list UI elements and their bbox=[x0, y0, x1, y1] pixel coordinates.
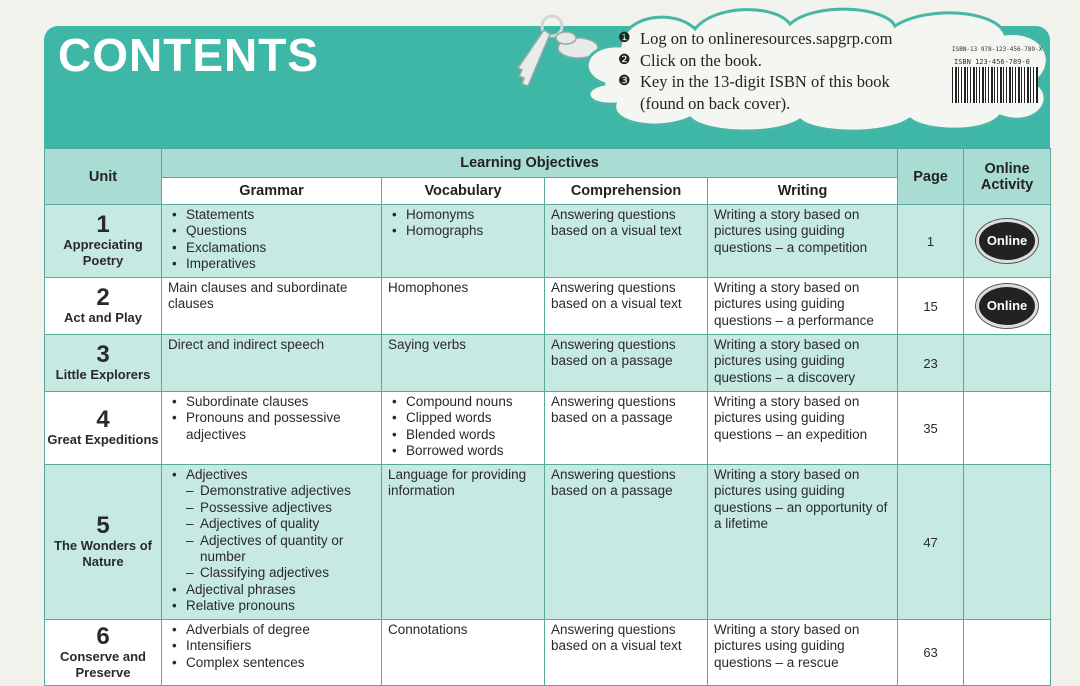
writing-cell: Writing a story based on pictures using guiding questions – a performance bbox=[708, 278, 898, 335]
comprehension-cell: Answering questions based on a passage bbox=[545, 465, 708, 620]
vocabulary-cell: Homophones bbox=[382, 278, 545, 335]
list-item: – Adjectives of quantity or number bbox=[180, 533, 375, 566]
page-number: 15 bbox=[898, 278, 964, 335]
comprehension-cell: Answering questions based on a visual text bbox=[545, 620, 708, 686]
grammar-cell bbox=[162, 620, 382, 686]
comprehension-cell: Answering questions based on a passage bbox=[545, 392, 708, 465]
list-item: • Clipped words bbox=[400, 410, 538, 426]
col-header-unit: Unit bbox=[45, 149, 162, 205]
instruction-steps bbox=[618, 28, 928, 114]
list-item: • Intensifiers bbox=[180, 638, 375, 654]
grammar-cell bbox=[162, 465, 382, 620]
step-3-text: Key in the 13-digit ISBN of this book (found on back cover). bbox=[640, 72, 890, 113]
unit-cell bbox=[45, 205, 162, 278]
unit-name: Act and Play bbox=[63, 310, 143, 325]
list-item: • Exclamations bbox=[180, 240, 375, 256]
unit-name: Little Explorers bbox=[55, 367, 151, 382]
list-item: • Relative pronouns bbox=[180, 598, 375, 614]
unit-number: 3 bbox=[96, 341, 110, 368]
unit-cell bbox=[45, 278, 162, 335]
unit-cell bbox=[45, 335, 162, 392]
col-header-comprehension: Comprehension bbox=[545, 178, 708, 205]
unit-cell bbox=[45, 392, 162, 465]
list-item: • Subordinate clauses bbox=[180, 394, 375, 410]
step-3 bbox=[618, 71, 928, 114]
list-item: • Questions bbox=[180, 223, 375, 239]
unit-number: 5 bbox=[96, 512, 110, 539]
list-item: – Possessive adjectives bbox=[180, 500, 375, 516]
list-item: • Imperatives bbox=[180, 256, 375, 272]
list-item: • Adverbials of degree bbox=[180, 622, 375, 638]
step-1-number: ❶ bbox=[618, 31, 631, 46]
writing-cell: Writing a story based on pictures using guiding questions – a competition bbox=[708, 205, 898, 278]
vocabulary-cell bbox=[382, 205, 545, 278]
page-number: 1 bbox=[898, 205, 964, 278]
list-item: • Borrowed words bbox=[400, 443, 538, 459]
table-row bbox=[45, 335, 1051, 392]
list-item: • Homographs bbox=[400, 223, 538, 239]
page-number: 63 bbox=[898, 620, 964, 686]
list-item: • Statements bbox=[180, 207, 375, 223]
contents-table bbox=[44, 148, 1051, 686]
col-header-online-activity: Online Activity bbox=[964, 149, 1051, 205]
list-item: • Compound nouns bbox=[400, 394, 538, 410]
table-row bbox=[45, 620, 1051, 686]
list-item: • Adjectival phrases bbox=[180, 582, 375, 598]
online-cell bbox=[964, 465, 1051, 620]
unit-number: 4 bbox=[96, 406, 110, 433]
unit-cell bbox=[45, 620, 162, 686]
list-item: – Demonstrative adjectives bbox=[180, 483, 375, 499]
table-row bbox=[45, 278, 1051, 335]
page-number: 35 bbox=[898, 392, 964, 465]
writing-cell: Writing a story based on pictures using guiding questions – an expedition bbox=[708, 392, 898, 465]
vocabulary-cell bbox=[382, 392, 545, 465]
list-item: • Pronouns and possessive adjectives bbox=[180, 410, 375, 443]
online-activity-icon[interactable]: Online bbox=[976, 284, 1038, 328]
unit-number: 2 bbox=[96, 284, 110, 311]
list-item: • Complex sentences bbox=[180, 655, 375, 671]
table-row bbox=[45, 392, 1051, 465]
step-2-number: ❷ bbox=[618, 52, 631, 68]
writing-cell: Writing a story based on pictures using guiding questions – an opportunity of a lifetime bbox=[708, 465, 898, 620]
header-row-1 bbox=[45, 149, 1051, 178]
vocabulary-cell: Connotations bbox=[382, 620, 545, 686]
page-title: CONTENTS bbox=[58, 29, 319, 81]
step-1-text: Log on to onlineresources.sapgrp.com bbox=[640, 29, 893, 48]
list-item: – Classifying adjectives bbox=[180, 565, 375, 581]
step-1 bbox=[618, 28, 928, 50]
unit-name: Appreciating Poetry bbox=[63, 237, 143, 268]
list-item: – Adjectives of quality bbox=[180, 516, 375, 532]
page-number: 47 bbox=[898, 465, 964, 620]
writing-cell: Writing a story based on pictures using guiding questions – a discovery bbox=[708, 335, 898, 392]
vocabulary-cell: Saying verbs bbox=[382, 335, 545, 392]
col-header-writing: Writing bbox=[708, 178, 898, 205]
grammar-cell bbox=[162, 205, 382, 278]
step-2-text: Click on the book. bbox=[640, 50, 762, 70]
col-header-grammar: Grammar bbox=[162, 178, 382, 205]
unit-name: The Wonders of Nature bbox=[54, 538, 152, 569]
online-cell bbox=[964, 392, 1051, 465]
unit-number: 6 bbox=[96, 622, 110, 650]
barcode bbox=[952, 67, 1038, 103]
list-item: • Homonyms bbox=[400, 207, 538, 223]
online-activity-icon[interactable]: Online bbox=[976, 219, 1038, 263]
col-header-page: Page bbox=[898, 149, 964, 205]
list-item: • Adjectives bbox=[180, 467, 375, 483]
comprehension-cell: Answering questions based on a visual text bbox=[545, 205, 708, 278]
grammar-cell: Main clauses and subordinate clauses bbox=[162, 278, 382, 335]
col-header-vocabulary: Vocabulary bbox=[382, 178, 545, 205]
online-cell bbox=[964, 335, 1051, 392]
unit-name: Conserve and Preserve bbox=[60, 648, 146, 680]
table-row bbox=[45, 205, 1051, 278]
comprehension-cell: Answering questions based on a passage bbox=[545, 335, 708, 392]
step-3-number: ❸ bbox=[618, 74, 631, 89]
vocabulary-cell: Language for providing information bbox=[382, 465, 545, 620]
unit-name: Great Expeditions bbox=[47, 432, 159, 447]
online-cell bbox=[964, 205, 1051, 278]
online-cell bbox=[964, 620, 1051, 686]
grammar-cell bbox=[162, 392, 382, 465]
isbn-label: ISBN 123-456-789-0 bbox=[954, 58, 1030, 66]
unit-number: 1 bbox=[96, 211, 110, 238]
writing-cell: Writing a story based on pictures using guiding questions – a rescue bbox=[708, 620, 898, 686]
grammar-cell: Direct and indirect speech bbox=[162, 335, 382, 392]
isbn-label-top: ISBN-13 978-123-456-789-X bbox=[952, 46, 1043, 53]
list-item: • Blended words bbox=[400, 427, 538, 443]
col-header-learning-objectives: Learning Objectives bbox=[162, 149, 898, 178]
unit-cell bbox=[45, 465, 162, 620]
page-number: 23 bbox=[898, 335, 964, 392]
step-2 bbox=[618, 50, 928, 72]
table-row bbox=[45, 465, 1051, 620]
online-cell bbox=[964, 278, 1051, 335]
comprehension-cell: Answering questions based on a visual text bbox=[545, 278, 708, 335]
